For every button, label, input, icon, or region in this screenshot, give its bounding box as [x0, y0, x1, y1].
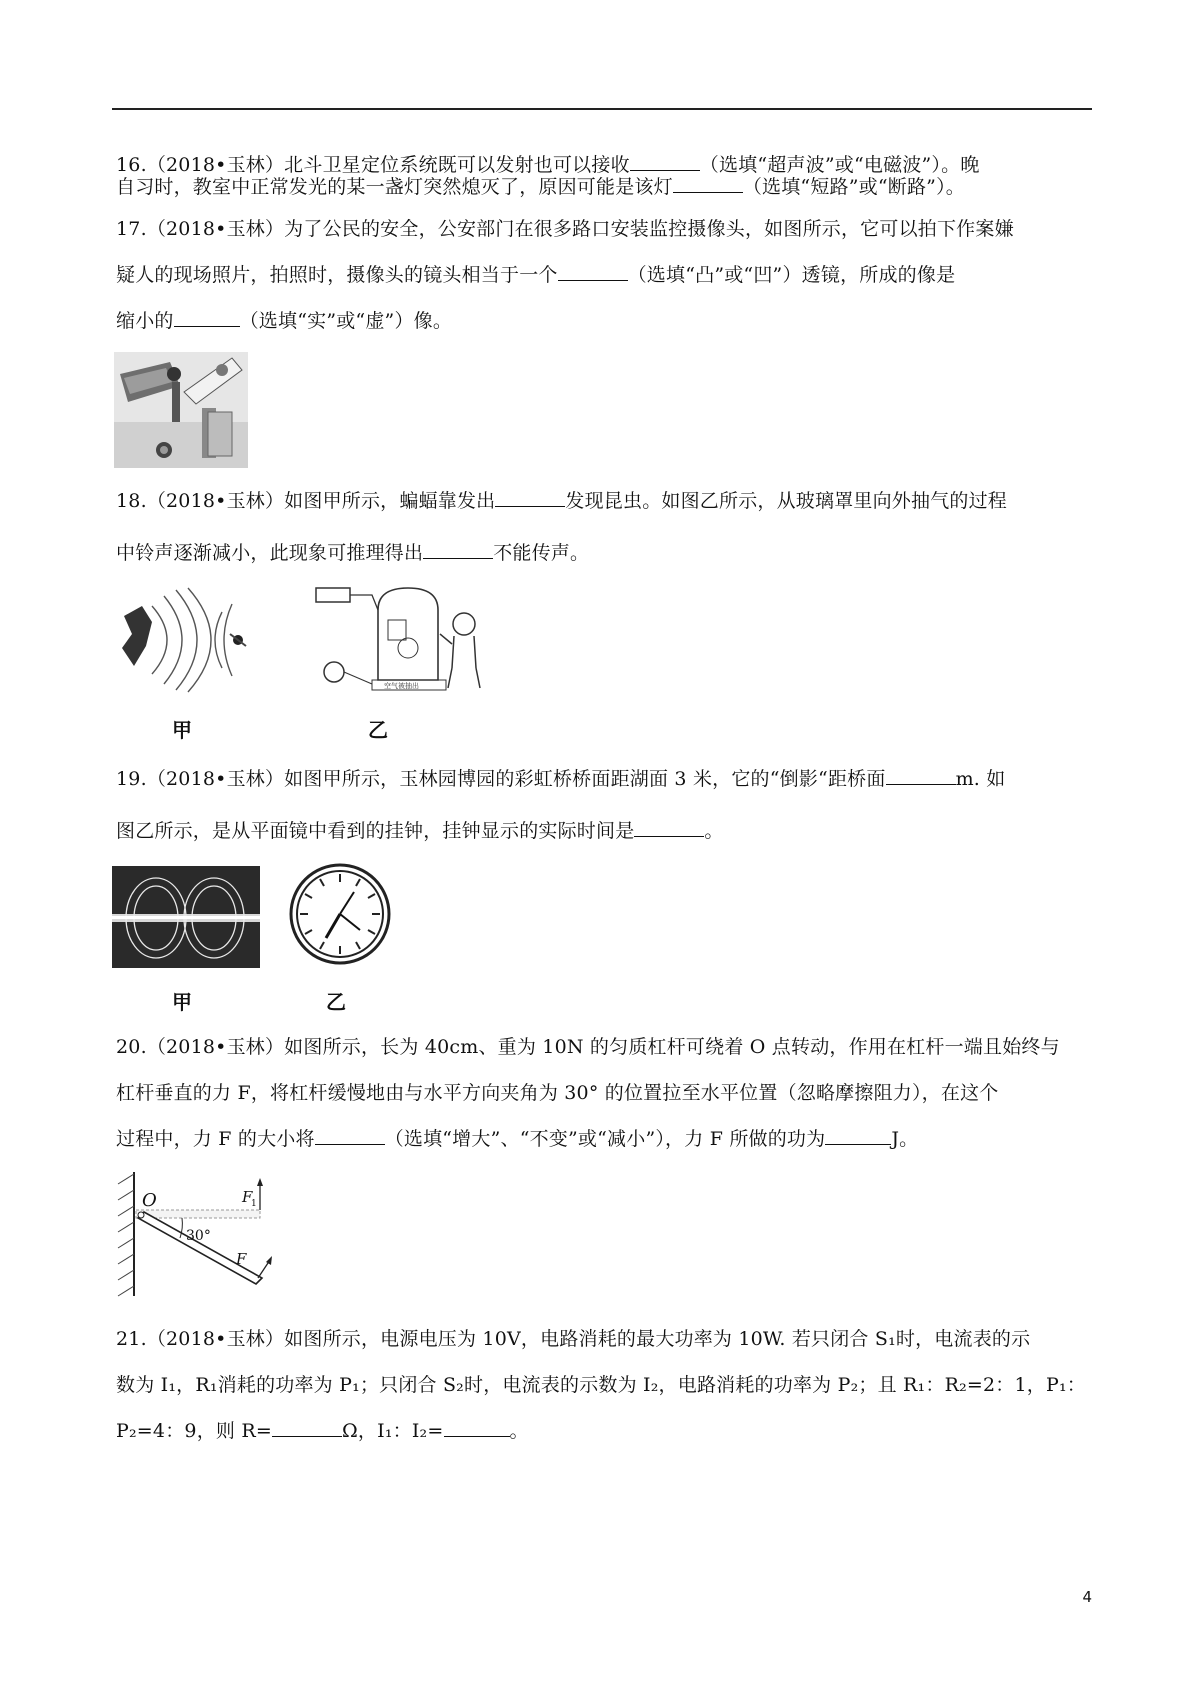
- q16-line-1: 16.（2018•玉林）北斗卫星定位系统既可以发射也可以接收 （选填“超声波”或“电磁波”）。晚: [116, 154, 980, 176]
- header-rule: [112, 108, 1092, 110]
- force-f1-subscript: 1: [251, 1199, 257, 1209]
- answer-blank[interactable]: [630, 152, 700, 171]
- answer-blank[interactable]: [558, 262, 628, 281]
- mirror-clock-figure: [288, 862, 392, 966]
- answer-blank[interactable]: [315, 1126, 385, 1145]
- q20-line-2: 杠杆垂直的力 F，将杠杆缓慢地由与水平方向夹角为 30° 的位置拉至水平位置（忽略摩擦阻力），在这个: [116, 1082, 999, 1104]
- q19-line-2: 图乙所示，是从平面镜中看到的挂钟，挂钟显示的实际时间是 。: [116, 820, 724, 842]
- figure-caption-jia: 甲: [172, 990, 192, 1014]
- answer-blank[interactable]: [673, 174, 743, 193]
- answer-blank[interactable]: [423, 540, 493, 559]
- pivot-label: O: [142, 1190, 157, 1211]
- force-f1-label: F: [242, 1188, 253, 1206]
- q17-line-2: 疑人的现场照片，拍照时，摄像头的镜头相当于一个 （选填“凸”或“凹”）透镜，所成的像是: [116, 264, 956, 286]
- answer-blank[interactable]: [634, 818, 704, 837]
- answer-blank[interactable]: [174, 308, 240, 327]
- q18-line-1: 18.（2018•玉林）如图甲所示，蝙蝠靠发出 发现昆虫。如图乙所示，从玻璃罩里向外抽气的过程: [116, 490, 1007, 512]
- page-number: 4: [1082, 1588, 1092, 1606]
- bell-jar-figure: [312, 580, 482, 698]
- bat-echolocation-figure: [112, 586, 262, 694]
- answer-blank[interactable]: [272, 1418, 342, 1437]
- q21-line-1: 21.（2018•玉林）如图所示，电源电压为 10V，电路消耗的最大功率为 10W. 若只闭合 S₁时，电流表的示: [116, 1328, 1031, 1350]
- q17-line-3: 缩小的 （选填“实”或“虚”）像。: [116, 310, 453, 332]
- q20-line-1: 20.（2018•玉林）如图所示，长为 40cm、重为 10N 的匀质杠杆可绕着 O 点转动，作用在杠杆一端且始终与: [116, 1036, 1060, 1058]
- surveillance-camera-figure: [114, 352, 248, 468]
- bell-jar-label: 空气被抽出: [384, 682, 419, 690]
- answer-blank[interactable]: [825, 1126, 891, 1145]
- force-f-label: F: [236, 1250, 247, 1268]
- figure-caption-yi: 乙: [368, 718, 388, 742]
- figure-caption-yi: 乙: [326, 990, 346, 1014]
- angle-label: 30°: [186, 1228, 211, 1244]
- q21-line-3: P₂=4：9，则 R= Ω，I₁：I₂= 。: [116, 1420, 529, 1442]
- q18-line-2: 中铃声逐渐减小，此现象可推理得出 不能传声。: [116, 542, 590, 564]
- rainbow-bridge-figure: [112, 866, 260, 968]
- answer-blank[interactable]: [444, 1418, 510, 1437]
- q20-line-3: 过程中，力 F 的大小将 （选填“增大”、“不变”或“减小”），力 F 所做的功为 J。: [116, 1128, 919, 1150]
- q19-line-1: 19.（2018•玉林）如图甲所示，玉林园博园的彩虹桥桥面距湖面 3 米，它的“倒影“距桥面 m. 如: [116, 768, 1006, 790]
- lever-diagram-figure: [112, 1168, 284, 1300]
- q16-line-2b: 自习时，教室中正常发光的某一盏灯突然熄灭了，原因可能是该灯 （选填“短路”或“断路”）。: [116, 176, 965, 198]
- figure-caption-jia: 甲: [172, 718, 192, 742]
- q21-line-2: 数为 I₁，R₁消耗的功率为 P₁；只闭合 S₂时，电流表的示数为 I₂，电路消耗的功率为 P₂；且 R₁：R₂=2：1，P₁：: [116, 1374, 1086, 1396]
- answer-blank[interactable]: [886, 766, 956, 785]
- q17-line-1: 17.（2018•玉林）为了公民的安全，公安部门在很多路口安装监控摄像头，如图所示，它可以拍下作案嫌: [116, 218, 1014, 240]
- answer-blank[interactable]: [495, 488, 565, 507]
